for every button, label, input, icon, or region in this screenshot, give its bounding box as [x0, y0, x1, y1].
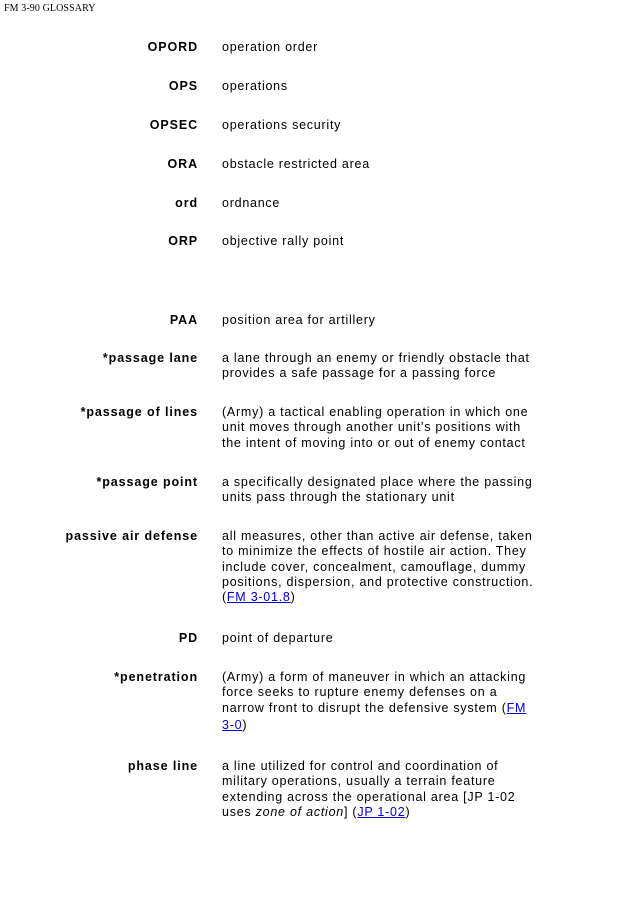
glossary-term: phase line: [127, 759, 198, 773]
glossary-definition: a specifically designated place where the passing units pass through the stationary unit: [222, 475, 533, 505]
glossary-definition: operation order: [222, 40, 319, 54]
glossary-term: ORA: [167, 157, 198, 171]
reference-link[interactable]: 3-0: [222, 717, 243, 732]
glossary-term: *passage of lines: [80, 405, 198, 419]
glossary-term: *passage point: [96, 475, 198, 489]
reference-link[interactable]: JP 1-02: [357, 804, 406, 819]
glossary-definition: objective rally point: [222, 234, 345, 248]
glossary-definition: a lane through an enemy or friendly obstacle that provides a safe passage for a passing force: [222, 351, 530, 381]
reference-link[interactable]: FM: [506, 700, 527, 715]
glossary-term: PAA: [169, 313, 198, 327]
glossary-term: OPORD: [147, 40, 198, 54]
glossary-definition: point of departure: [222, 631, 334, 645]
glossary-definition: all measures, other than active air defense, taken to minimize the effects of hostile air action. They include cover, concealment, camouflage, dummy positions, dispersion, and protective construction. (FM 3-01.8): [222, 529, 534, 605]
glossary-definition: a line utilized for control and coordination of military operations, usually a terrain feature extending across the operational area [JP 1-02 uses zone of action] (JP 1-02): [222, 759, 516, 819]
reference-link[interactable]: FM 3-01.8: [226, 590, 291, 605]
glossary-definition: operations: [222, 79, 288, 93]
glossary-term: OPS: [168, 79, 198, 93]
glossary-term: PD: [178, 631, 198, 645]
glossary-term: *penetration: [114, 670, 198, 684]
glossary-term: ORP: [168, 234, 198, 248]
glossary-term: *passage lane: [102, 351, 198, 365]
glossary-term: passive air defense: [65, 529, 198, 543]
page-header: FM 3-90 GLOSSARY: [4, 3, 96, 14]
glossary-definition: position area for artillery: [222, 313, 376, 327]
glossary-definition: obstacle restricted area: [222, 157, 370, 171]
glossary-definition: ordnance: [222, 196, 281, 210]
glossary-definition: operations security: [222, 118, 342, 132]
glossary-definition: (Army) a tactical enabling operation in which one unit moves through another unit's positions with the intent of moving into or out of enemy contact: [222, 405, 529, 450]
glossary-term: ord: [175, 196, 198, 210]
glossary-definition: (Army) a form of maneuver in which an attacking force seeks to rupture enemy defenses on a narrow front to disrupt the defensive system (FM 3-0): [222, 670, 527, 732]
glossary-term: OPSEC: [149, 118, 198, 132]
